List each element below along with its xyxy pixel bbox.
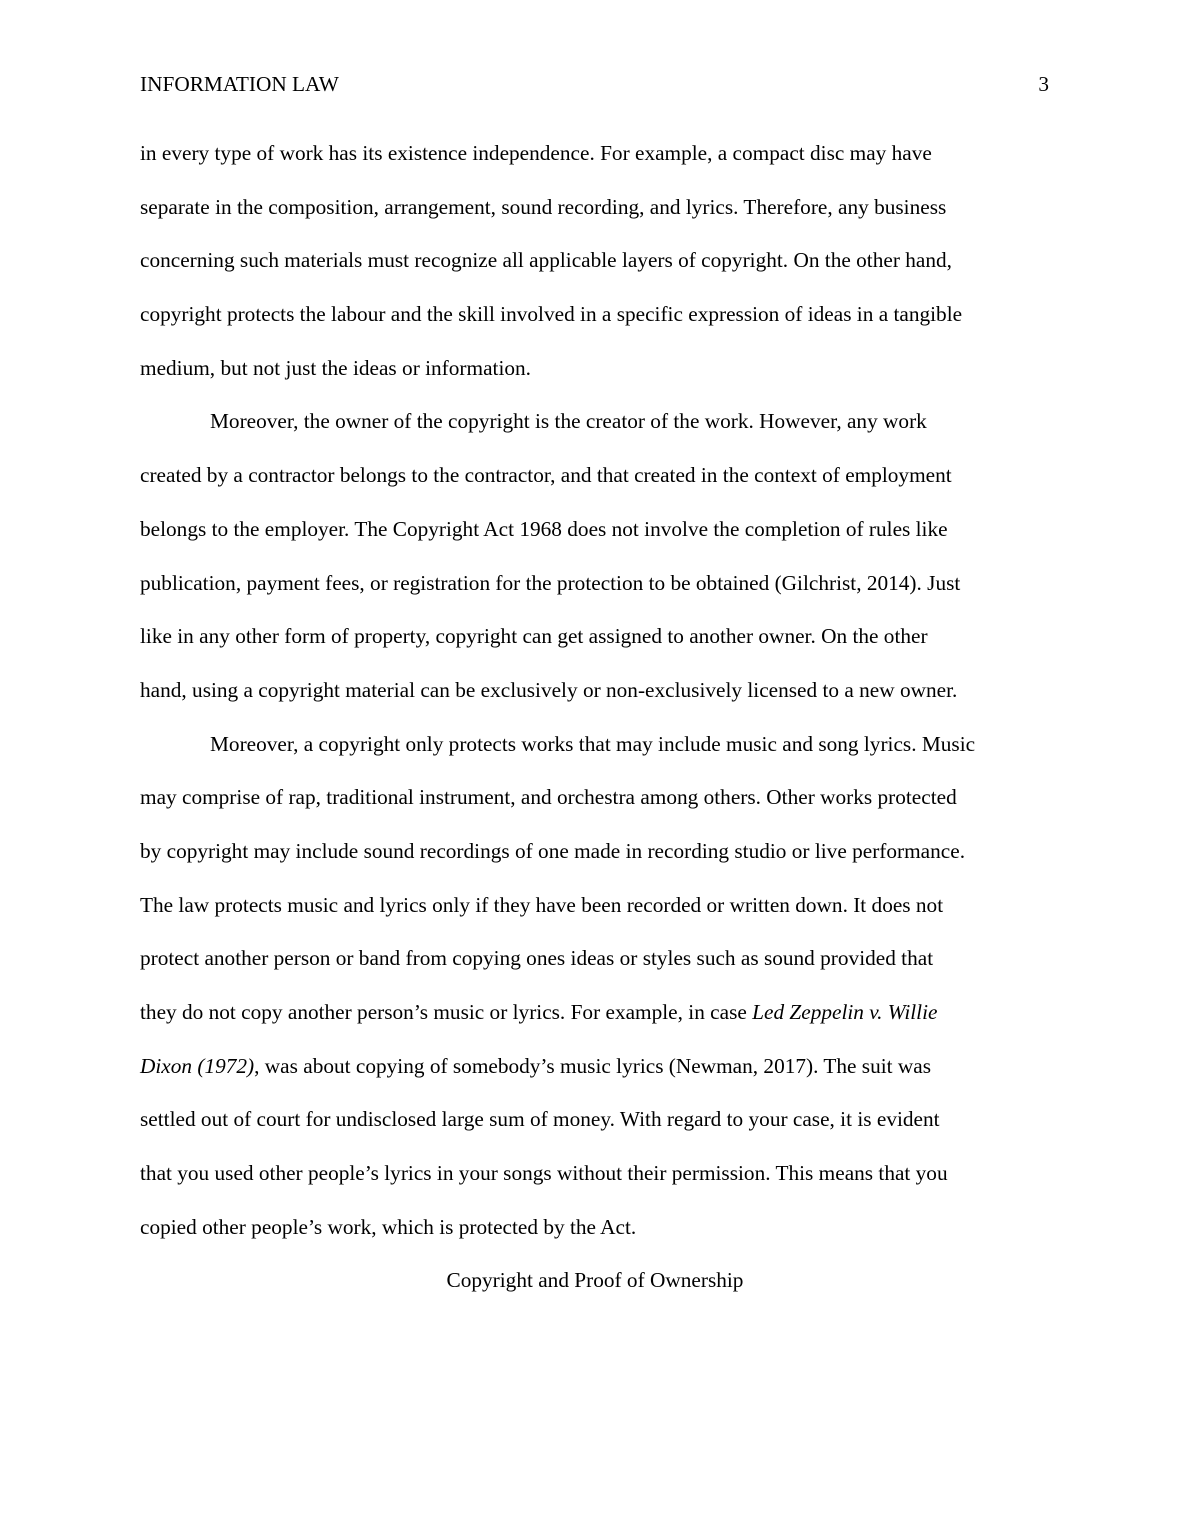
document-body	[140, 127, 1050, 1308]
text-run: they do not copy another person’s music or lyrics. For example, in case	[140, 1000, 753, 1024]
text-line: like in any other form of property, copyright can get assigned to another owner. On the other	[140, 624, 928, 649]
text-line: may comprise of rap, traditional instrument, and orchestra among others. Other works protected	[140, 785, 957, 810]
text-line: Moreover, a copyright only protects works that may include music and song lyrics. Music	[210, 731, 976, 756]
text-line: concerning such materials must recognize all applicable layers of copyright. On the other hand,	[140, 248, 952, 273]
text-line	[140, 1040, 1050, 1094]
text-line: Moreover, the owner of the copyright is the creator of the work. However, any work	[210, 409, 927, 434]
section-heading-text: Copyright and Proof of Ownership	[446, 1268, 744, 1293]
text-line: medium, but not just the ideas or information.	[140, 355, 531, 380]
case-citation: Dixon (1972)	[140, 1053, 255, 1078]
case-citation: Led Zeppelin v. Willie	[752, 1000, 938, 1024]
text-line: separate in the composition, arrangement, sound recording, and lyrics. Therefore, any business	[140, 194, 947, 219]
text-line: in every type of work has its existence independence. For example, a compact disc may have	[140, 141, 932, 165]
text-line: protect another person or band from copying ones ideas or styles such as sound provided that	[140, 946, 934, 971]
text-line: copied other people’s work, which is protected by the Act.	[140, 1214, 637, 1239]
text-line: hand, using a copyright material can be exclusively or non-exclusively licensed to a new owner.	[140, 677, 958, 702]
text-line: that you used other people’s lyrics in your songs without their permission. This means that you	[140, 1161, 948, 1186]
text-line: by copyright may include sound recordings of one made in recording studio or live performance.	[140, 838, 966, 863]
paragraph-2	[140, 395, 1050, 717]
paragraph-3	[140, 718, 1050, 1255]
text-line: The law protects music and lyrics only if they have been recorded or written down. It does not	[140, 892, 944, 917]
text-line: copyright protects the labour and the skill involved in a specific expression of ideas in a tangible	[140, 302, 963, 327]
text-run: , was about copying of somebody’s music lyrics (Newman, 2017). The suit was	[254, 1053, 932, 1078]
text-line	[140, 986, 1050, 1040]
running-head	[140, 70, 1049, 100]
paragraph-1	[140, 127, 1050, 395]
text-line: settled out of court for undisclosed large sum of money. With regard to your case, it is evident	[140, 1107, 940, 1132]
text-line: publication, payment fees, or registration for the protection to be obtained (Gilchrist, 2014). Just	[140, 570, 961, 595]
running-head-title: INFORMATION LAW	[140, 72, 339, 96]
text-line: created by a contractor belongs to the contractor, and that created in the context of employment	[140, 463, 952, 488]
text-line: belongs to the employer. The Copyright Act 1968 does not involve the completion of rules like	[140, 516, 948, 541]
section-heading	[140, 1254, 1050, 1308]
page-number: 3	[1038, 72, 1049, 96]
